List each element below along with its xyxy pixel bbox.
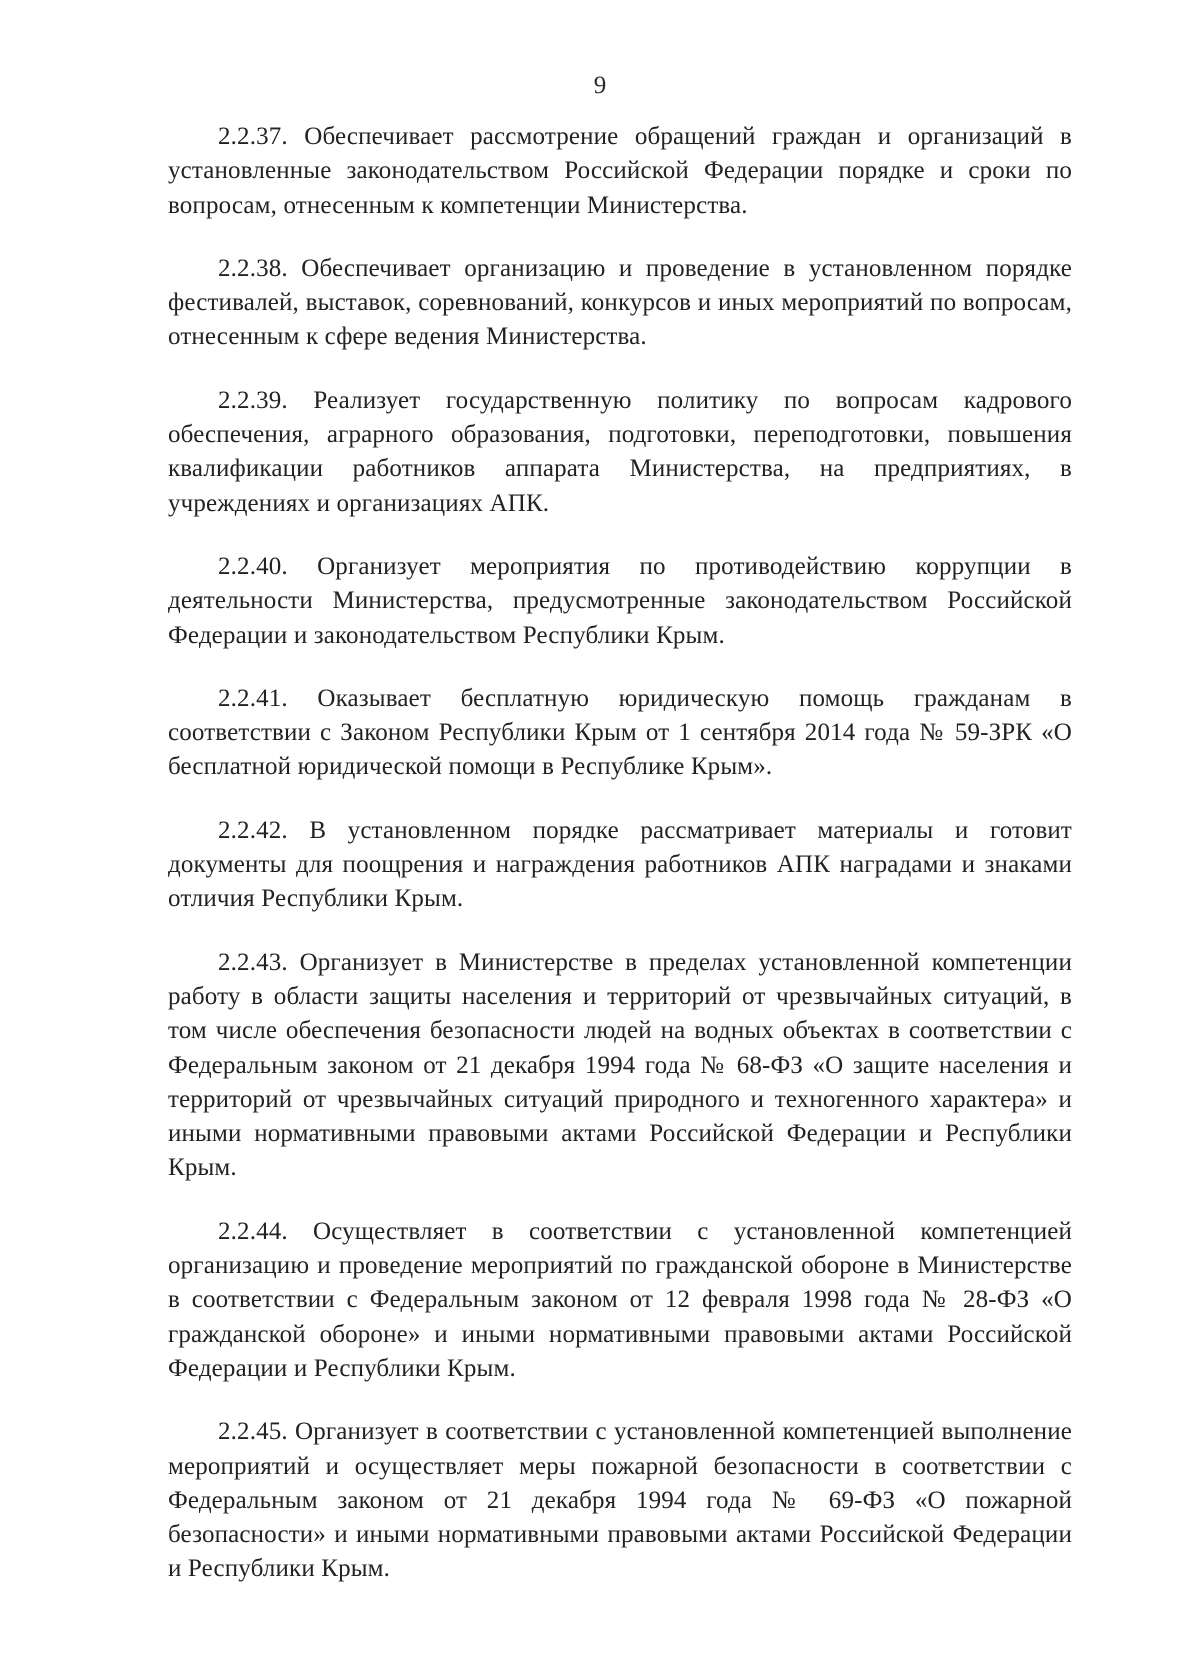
- paragraph-2-2-41: 2.2.41. Оказывает бесплатную юридическую помощь гражданам в соответствии с Законом Республики Крым от 1 сентября 2014 года № 59-ЗРК «О бесплатной юридической помощи в Республике Крым».: [168, 684, 1072, 781]
- paragraph-2-2-39: 2.2.39. Реализует государственную политику по вопросам кадрового обеспечения, аграрного образования, подготовки, переподготовки, повышения квалификации работников аппарата Министерства, на предприятиях, в учреждениях и организациях АПК.: [168, 386, 1072, 517]
- paragraph-2-2-44: 2.2.44. Осуществляет в соответствии с установленной компетенцией организацию и проведение мероприятий по гражданской обороне в Министерстве в соответствии с Федеральным законом от 12 февраля 1998 года № 28-ФЗ «О гражданской обороне» и иными нормативными правовыми актами Российской Федерации и Республики Крым.: [168, 1217, 1072, 1382]
- paragraph-2-2-45: 2.2.45. Организует в соответствии с установленной компетенцией выполнение мероприятий и осуществляет меры пожарной безопасности в соответствии с Федеральным законом от 21 декабря 1994 года № 69-ФЗ «О пожарной безопасности» и иными нормативными правовыми актами Российской Федерации и Республики Крым.: [168, 1418, 1072, 1583]
- paragraph-2-2-42: 2.2.42. В установленном порядке рассматривает материалы и готовит документы для поощрения и награждения работников АПК наградами и знаками отличия Республики Крым.: [168, 816, 1072, 913]
- page-number: 9: [593, 72, 607, 99]
- paragraph-2-2-37: 2.2.37. Обеспечивает рассмотрение обращений граждан и организаций в установленные законодательством Российской Федерации порядке и сроки по вопросам, отнесенным к компетенции Министерства.: [168, 123, 1072, 219]
- paragraph-2-2-40: 2.2.40. Организует мероприятия по противодействию коррупции в деятельности Министерства, предусмотренные законодательством Российской Федерации и законодательством Республики Крым.: [168, 552, 1072, 649]
- document-body: [168, 120, 1072, 1616]
- paragraph-2-2-43: 2.2.43. Организует в Министерстве в пределах установленной компетенции работу в области защиты населения и территорий от чрезвычайных ситуаций, в том числе обеспечения безопасности людей на водных объектах в соответствии с Федеральным законом от 21 декабря 1994 года № 68-ФЗ «О защите населения и территорий от чрезвычайных ситуаций природного и техногенного характера» и иными нормативными правовыми актами Российской Федерации и Республики Крым.: [168, 948, 1072, 1182]
- paragraph-2-2-38: 2.2.38. Обеспечивает организацию и проведение в установленном порядке фестивалей, выставок, соревнований, конкурсов и иных мероприятий по вопросам, отнесенным к сфере ведения Министерства.: [168, 254, 1072, 351]
